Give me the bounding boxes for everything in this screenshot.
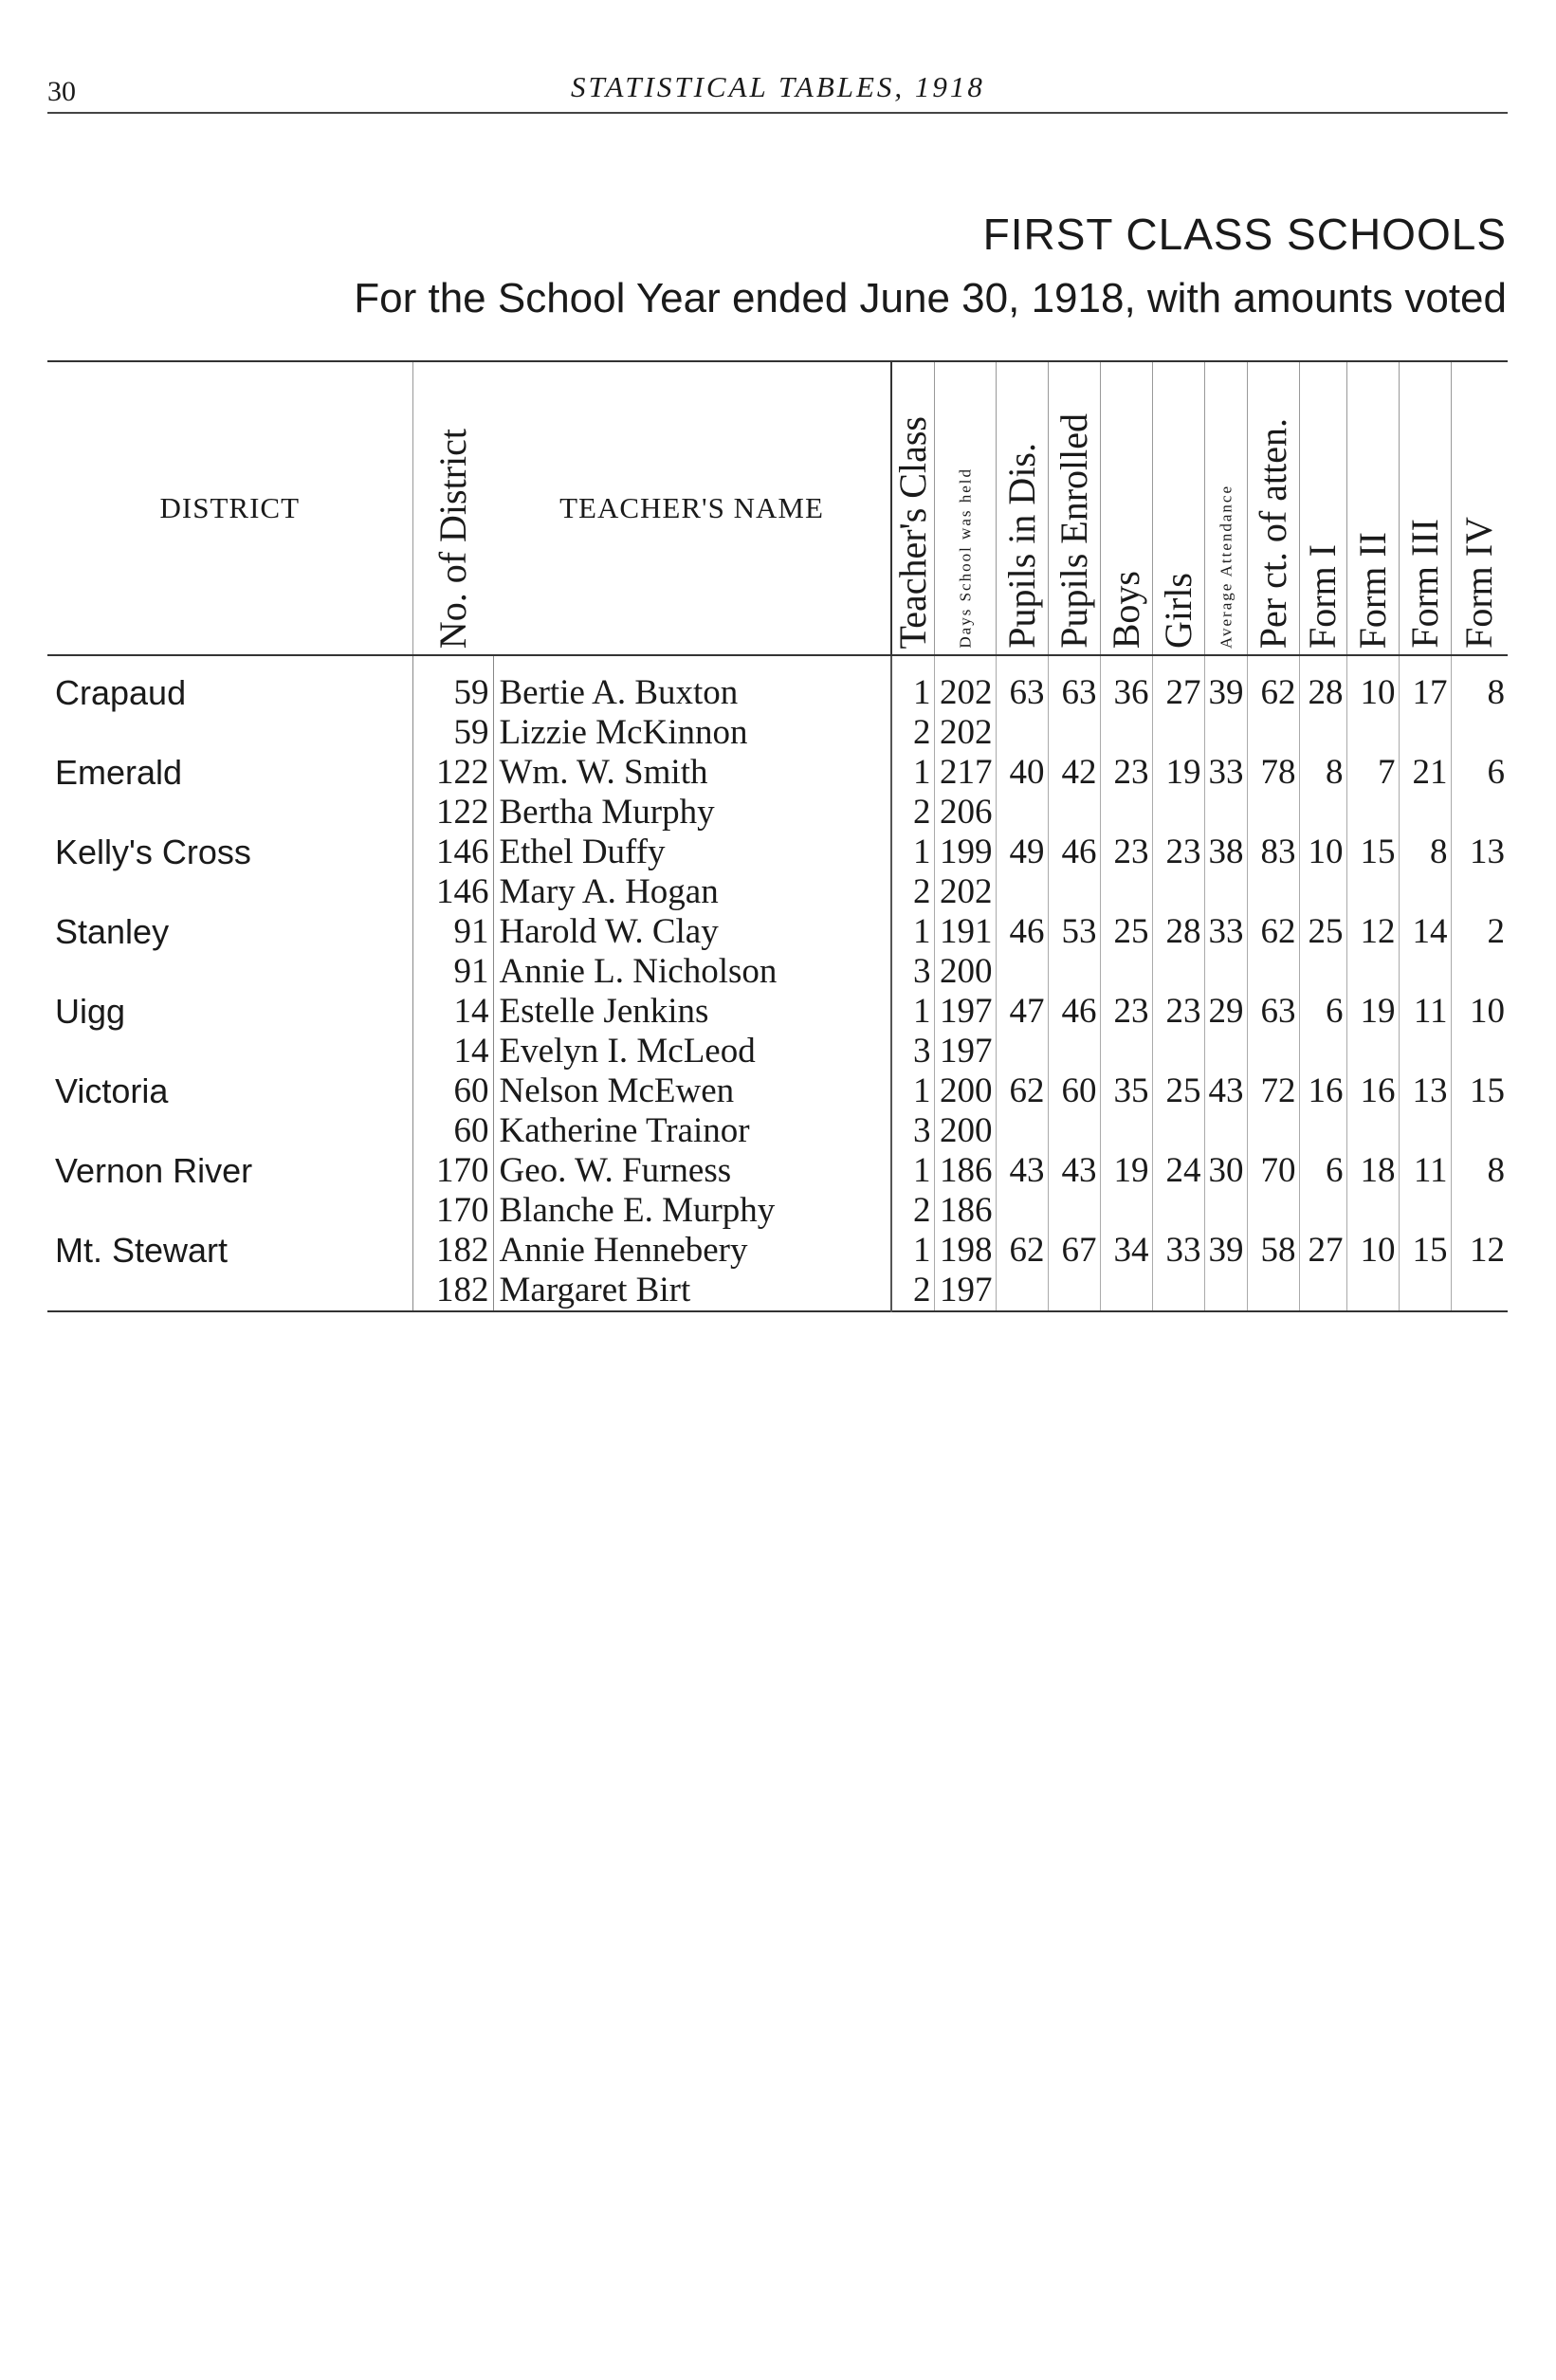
pupils-in-dis-cell <box>996 952 1048 992</box>
days-held-cell: 186 <box>934 1151 996 1191</box>
pupils-enrolled-cell <box>1048 1032 1100 1071</box>
boys-cell <box>1100 1111 1152 1151</box>
pupils-in-dis-cell <box>996 793 1048 833</box>
district-no-cell: 170 <box>412 1191 493 1231</box>
boys-cell: 23 <box>1100 992 1152 1032</box>
column-header-pupils-enrolled <box>1048 361 1100 655</box>
district-cell <box>47 1191 412 1231</box>
teacher-name-cell: Geo. W. Furness <box>499 1151 732 1190</box>
per-cent-attendance-cell <box>1247 793 1299 833</box>
days-held-cell: 202 <box>934 655 996 713</box>
page-title: FIRST CLASS SCHOOLS <box>982 210 1507 259</box>
average-attendance-cell: 33 <box>1204 912 1247 952</box>
form-3-cell <box>1399 1111 1451 1151</box>
form-2-cell: 10 <box>1346 1231 1399 1271</box>
form-3-cell: 14 <box>1399 912 1451 952</box>
table-row <box>47 753 1508 793</box>
boys-cell: 23 <box>1100 833 1152 872</box>
days-held-cell: 198 <box>934 1231 996 1271</box>
teacher-name-cell: Bertie A. Buxton <box>499 673 739 712</box>
pupils-enrolled-cell <box>1048 1271 1100 1311</box>
form-1-cell: 8 <box>1299 753 1346 793</box>
form-4-cell <box>1451 793 1508 833</box>
district-no-cell: 59 <box>412 713 493 753</box>
column-header-district: DISTRICT <box>47 361 412 655</box>
days-held-cell: 202 <box>934 713 996 753</box>
teacher-name-cell: Estelle Jenkins <box>499 992 709 1031</box>
boys-cell <box>1100 1191 1152 1231</box>
girls-cell <box>1152 1111 1204 1151</box>
days-held-cell: 202 <box>934 872 996 912</box>
form-4-cell <box>1451 1271 1508 1311</box>
form-1-cell <box>1299 1271 1346 1311</box>
pupils-in-dis-cell <box>996 872 1048 912</box>
pupils-enrolled-cell <box>1048 793 1100 833</box>
per-cent-attendance-cell <box>1247 952 1299 992</box>
form-2-cell <box>1346 1111 1399 1151</box>
table-row <box>47 1071 1508 1111</box>
average-attendance-cell: 30 <box>1204 1151 1247 1191</box>
form-1-cell <box>1299 713 1346 753</box>
pupils-in-dis-cell <box>996 1111 1048 1151</box>
girls-cell: 27 <box>1152 655 1204 713</box>
column-header-pupils-in-dis-label: Pupils in Dis. <box>999 443 1043 649</box>
column-header-teacher-name: TEACHER'S NAME <box>493 361 891 655</box>
form-2-cell: 10 <box>1346 655 1399 713</box>
table-row <box>47 833 1508 872</box>
form-3-cell <box>1399 952 1451 992</box>
form-3-cell: 21 <box>1399 753 1451 793</box>
days-held-cell: 191 <box>934 912 996 952</box>
days-held-cell: 206 <box>934 793 996 833</box>
teacher-name-cell: Bertha Murphy <box>499 793 715 832</box>
boys-cell <box>1100 872 1152 912</box>
form-4-cell <box>1451 872 1508 912</box>
form-3-cell <box>1399 1271 1451 1311</box>
girls-cell <box>1152 713 1204 753</box>
column-header-form-4 <box>1451 361 1508 655</box>
district-cell: Victoria <box>55 1071 169 1110</box>
district-cell: Mt. Stewart <box>55 1231 229 1270</box>
form-3-cell: 13 <box>1399 1071 1451 1111</box>
form-4-cell: 8 <box>1451 655 1508 713</box>
schools-table <box>47 360 1508 1312</box>
teacher-name-cell: Katherine Trainor <box>499 1111 750 1150</box>
teacher-class-cell: 1 <box>891 655 934 713</box>
form-2-cell <box>1346 713 1399 753</box>
teacher-name-cell: Nelson McEwen <box>499 1071 735 1110</box>
pupils-enrolled-cell <box>1048 872 1100 912</box>
table-row <box>47 1111 1508 1151</box>
days-held-cell: 197 <box>934 1032 996 1071</box>
district-no-cell: 146 <box>412 872 493 912</box>
pupils-enrolled-cell <box>1048 713 1100 753</box>
table-row <box>47 793 1508 833</box>
column-header-form-3-label: Form III <box>1402 519 1446 649</box>
table-body <box>47 655 1508 1311</box>
district-cell <box>47 713 412 753</box>
teacher-class-cell: 2 <box>891 793 934 833</box>
teacher-class-cell: 1 <box>891 1231 934 1271</box>
pupils-enrolled-cell: 46 <box>1048 833 1100 872</box>
pupils-enrolled-cell: 67 <box>1048 1231 1100 1271</box>
boys-cell <box>1100 1271 1152 1311</box>
days-held-cell: 186 <box>934 1191 996 1231</box>
column-header-per-cent-attendance <box>1247 361 1299 655</box>
average-attendance-cell: 33 <box>1204 753 1247 793</box>
teacher-name-cell: Blanche E. Murphy <box>499 1191 776 1230</box>
average-attendance-cell <box>1204 713 1247 753</box>
district-cell <box>47 793 412 833</box>
days-held-cell: 200 <box>934 1111 996 1151</box>
column-header-average-attendance <box>1204 361 1247 655</box>
district-cell <box>47 872 412 912</box>
average-attendance-cell <box>1204 1111 1247 1151</box>
page-number: 30 <box>47 76 76 107</box>
column-header-girls <box>1152 361 1204 655</box>
average-attendance-cell <box>1204 1032 1247 1071</box>
per-cent-attendance-cell: 62 <box>1247 912 1299 952</box>
district-cell: Emerald <box>55 753 183 792</box>
table-row <box>47 1151 1508 1191</box>
form-4-cell <box>1451 952 1508 992</box>
boys-cell: 36 <box>1100 655 1152 713</box>
form-1-cell <box>1299 793 1346 833</box>
district-no-cell: 182 <box>412 1231 493 1271</box>
form-2-cell <box>1346 872 1399 912</box>
teacher-class-cell: 3 <box>891 1111 934 1151</box>
form-1-cell <box>1299 872 1346 912</box>
per-cent-attendance-cell <box>1247 872 1299 912</box>
district-cell: Kelly's Cross <box>55 833 251 871</box>
per-cent-attendance-cell <box>1247 1032 1299 1071</box>
form-3-cell <box>1399 872 1451 912</box>
district-cell: Stanley <box>55 912 170 951</box>
table-header-row <box>47 361 1508 655</box>
table-row <box>47 912 1508 952</box>
teacher-name-cell: Margaret Birt <box>499 1271 691 1309</box>
column-header-teacher-class-label: Teacher's Class <box>890 415 934 649</box>
average-attendance-cell: 38 <box>1204 833 1247 872</box>
average-attendance-cell <box>1204 872 1247 912</box>
column-header-average-attendance-label: Average Attendance <box>1217 484 1235 649</box>
form-1-cell: 25 <box>1299 912 1346 952</box>
form-3-cell <box>1399 713 1451 753</box>
per-cent-attendance-cell: 62 <box>1247 655 1299 713</box>
column-header-district-no-label: No. of District <box>430 428 474 649</box>
teacher-name-cell: Evelyn I. McLeod <box>499 1032 756 1071</box>
form-4-cell <box>1451 1111 1508 1151</box>
average-attendance-cell: 39 <box>1204 655 1247 713</box>
days-held-cell: 200 <box>934 1071 996 1111</box>
boys-cell: 35 <box>1100 1071 1152 1111</box>
pupils-in-dis-cell: 46 <box>996 912 1048 952</box>
pupils-in-dis-cell: 43 <box>996 1151 1048 1191</box>
teacher-class-cell: 2 <box>891 1271 934 1311</box>
district-cell <box>47 1111 412 1151</box>
form-1-cell: 6 <box>1299 1151 1346 1191</box>
form-1-cell <box>1299 1032 1346 1071</box>
teacher-class-cell: 1 <box>891 833 934 872</box>
district-no-cell: 122 <box>412 793 493 833</box>
girls-cell <box>1152 952 1204 992</box>
average-attendance-cell <box>1204 1191 1247 1231</box>
average-attendance-cell: 43 <box>1204 1071 1247 1111</box>
average-attendance-cell <box>1204 793 1247 833</box>
form-4-cell: 2 <box>1451 912 1508 952</box>
pupils-in-dis-cell: 49 <box>996 833 1048 872</box>
column-header-form-3 <box>1399 361 1451 655</box>
pupils-in-dis-cell <box>996 1191 1048 1231</box>
days-held-cell: 199 <box>934 833 996 872</box>
pupils-in-dis-cell <box>996 713 1048 753</box>
girls-cell <box>1152 1271 1204 1311</box>
column-header-pupils-enrolled-label: Pupils Enrolled <box>1052 413 1095 649</box>
per-cent-attendance-cell: 72 <box>1247 1071 1299 1111</box>
boys-cell <box>1100 1032 1152 1071</box>
column-header-form-2 <box>1346 361 1399 655</box>
district-cell <box>47 1032 412 1071</box>
form-4-cell <box>1451 1032 1508 1071</box>
teacher-name-cell: Lizzie McKinnon <box>499 713 748 752</box>
table-row <box>47 952 1508 992</box>
girls-cell: 25 <box>1152 1071 1204 1111</box>
girls-cell: 19 <box>1152 753 1204 793</box>
teacher-name-cell: Ethel Duffy <box>499 833 666 871</box>
teacher-class-cell: 1 <box>891 1071 934 1111</box>
days-held-cell: 197 <box>934 1271 996 1311</box>
per-cent-attendance-cell <box>1247 1111 1299 1151</box>
average-attendance-cell: 29 <box>1204 992 1247 1032</box>
district-no-cell: 170 <box>412 1151 493 1191</box>
average-attendance-cell: 39 <box>1204 1231 1247 1271</box>
table-row <box>47 713 1508 753</box>
pupils-in-dis-cell: 62 <box>996 1071 1048 1111</box>
pupils-in-dis-cell <box>996 1032 1048 1071</box>
form-1-cell <box>1299 952 1346 992</box>
column-header-days-held-label: Days School was held <box>956 467 974 649</box>
girls-cell: 28 <box>1152 912 1204 952</box>
pupils-enrolled-cell <box>1048 952 1100 992</box>
table-row <box>47 655 1508 713</box>
table-row <box>47 992 1508 1032</box>
form-2-cell <box>1346 1271 1399 1311</box>
per-cent-attendance-cell <box>1247 713 1299 753</box>
form-4-cell: 13 <box>1451 833 1508 872</box>
pupils-in-dis-cell: 47 <box>996 992 1048 1032</box>
form-2-cell <box>1346 952 1399 992</box>
boys-cell: 34 <box>1100 1231 1152 1271</box>
form-4-cell <box>1451 1191 1508 1231</box>
form-4-cell <box>1451 713 1508 753</box>
form-3-cell <box>1399 1032 1451 1071</box>
form-2-cell <box>1346 793 1399 833</box>
form-3-cell: 15 <box>1399 1231 1451 1271</box>
form-1-cell: 16 <box>1299 1071 1346 1111</box>
form-3-cell <box>1399 1191 1451 1231</box>
teacher-class-cell: 2 <box>891 713 934 753</box>
column-header-per-cent-attendance-label: Per ct. of atten. <box>1251 417 1294 649</box>
form-2-cell: 7 <box>1346 753 1399 793</box>
column-header-form-4-label: Form IV <box>1457 517 1501 649</box>
district-no-cell: 122 <box>412 753 493 793</box>
column-header-days-held <box>934 361 996 655</box>
per-cent-attendance-cell: 78 <box>1247 753 1299 793</box>
form-2-cell: 19 <box>1346 992 1399 1032</box>
form-4-cell: 12 <box>1451 1231 1508 1271</box>
girls-cell <box>1152 793 1204 833</box>
column-header-girls-label: Girls <box>1156 573 1199 649</box>
form-2-cell: 12 <box>1346 912 1399 952</box>
per-cent-attendance-cell: 70 <box>1247 1151 1299 1191</box>
teacher-name-cell: Wm. W. Smith <box>499 753 708 792</box>
form-3-cell: 11 <box>1399 992 1451 1032</box>
form-4-cell: 15 <box>1451 1071 1508 1111</box>
teacher-class-cell: 3 <box>891 1032 934 1071</box>
form-2-cell <box>1346 1032 1399 1071</box>
column-header-boys-label: Boys <box>1104 570 1147 649</box>
district-cell: Crapaud <box>55 673 187 712</box>
form-1-cell: 10 <box>1299 833 1346 872</box>
teacher-class-cell: 1 <box>891 992 934 1032</box>
form-3-cell: 17 <box>1399 655 1451 713</box>
district-no-cell: 91 <box>412 952 493 992</box>
district-no-cell: 14 <box>412 1032 493 1071</box>
boys-cell: 23 <box>1100 753 1152 793</box>
district-cell <box>47 952 412 992</box>
district-no-cell: 182 <box>412 1271 493 1311</box>
per-cent-attendance-cell: 58 <box>1247 1231 1299 1271</box>
table-row <box>47 1271 1508 1311</box>
column-header-pupils-in-dis <box>996 361 1048 655</box>
running-head: STATISTICAL TABLES, 1918 <box>571 70 985 103</box>
teacher-name-cell: Annie Hennebery <box>499 1231 748 1270</box>
form-1-cell: 27 <box>1299 1231 1346 1271</box>
form-1-cell <box>1299 1191 1346 1231</box>
form-1-cell: 6 <box>1299 992 1346 1032</box>
girls-cell: 24 <box>1152 1151 1204 1191</box>
district-no-cell: 14 <box>412 992 493 1032</box>
teacher-class-cell: 1 <box>891 1151 934 1191</box>
pupils-enrolled-cell <box>1048 1191 1100 1231</box>
pupils-in-dis-cell: 62 <box>996 1231 1048 1271</box>
teacher-class-cell: 1 <box>891 912 934 952</box>
district-no-cell: 60 <box>412 1111 493 1151</box>
teacher-class-cell: 2 <box>891 872 934 912</box>
pupils-enrolled-cell: 60 <box>1048 1071 1100 1111</box>
boys-cell <box>1100 952 1152 992</box>
days-held-cell: 197 <box>934 992 996 1032</box>
teacher-class-cell: 3 <box>891 952 934 992</box>
district-no-cell: 146 <box>412 833 493 872</box>
girls-cell <box>1152 1032 1204 1071</box>
column-header-boys <box>1100 361 1152 655</box>
column-header-form-2-label: Form II <box>1350 531 1394 649</box>
per-cent-attendance-cell <box>1247 1271 1299 1311</box>
form-1-cell <box>1299 1111 1346 1151</box>
pupils-enrolled-cell: 42 <box>1048 753 1100 793</box>
form-1-cell: 28 <box>1299 655 1346 713</box>
district-no-cell: 59 <box>412 655 493 713</box>
average-attendance-cell <box>1204 1271 1247 1311</box>
per-cent-attendance-cell: 83 <box>1247 833 1299 872</box>
district-no-cell: 60 <box>412 1071 493 1111</box>
teacher-name-cell: Annie L. Nicholson <box>499 952 778 991</box>
teacher-name-cell: Harold W. Clay <box>499 912 719 951</box>
pupils-enrolled-cell <box>1048 1111 1100 1151</box>
form-4-cell: 6 <box>1451 753 1508 793</box>
teacher-class-cell: 1 <box>891 753 934 793</box>
boys-cell: 25 <box>1100 912 1152 952</box>
boys-cell <box>1100 793 1152 833</box>
girls-cell <box>1152 872 1204 912</box>
girls-cell: 23 <box>1152 833 1204 872</box>
form-2-cell: 16 <box>1346 1071 1399 1111</box>
form-2-cell: 15 <box>1346 833 1399 872</box>
form-4-cell: 8 <box>1451 1151 1508 1191</box>
per-cent-attendance-cell <box>1247 1191 1299 1231</box>
form-2-cell <box>1346 1191 1399 1231</box>
girls-cell <box>1152 1191 1204 1231</box>
column-header-district-no <box>412 361 493 655</box>
pupils-in-dis-cell <box>996 1271 1048 1311</box>
pupils-enrolled-cell: 53 <box>1048 912 1100 952</box>
column-header-teacher-class <box>891 361 934 655</box>
pupils-enrolled-cell: 63 <box>1048 655 1100 713</box>
boys-cell <box>1100 713 1152 753</box>
page-subtitle: For the School Year ended June 30, 1918, with amounts voted <box>354 275 1507 321</box>
district-cell: Vernon River <box>55 1151 253 1190</box>
column-header-form-1 <box>1299 361 1346 655</box>
form-3-cell: 8 <box>1399 833 1451 872</box>
days-held-cell: 200 <box>934 952 996 992</box>
days-held-cell: 217 <box>934 753 996 793</box>
pupils-in-dis-cell: 40 <box>996 753 1048 793</box>
girls-cell: 23 <box>1152 992 1204 1032</box>
form-3-cell <box>1399 793 1451 833</box>
table-row <box>47 1032 1508 1071</box>
form-2-cell: 18 <box>1346 1151 1399 1191</box>
girls-cell: 33 <box>1152 1231 1204 1271</box>
column-header-form-1-label: Form I <box>1301 544 1344 649</box>
form-4-cell: 10 <box>1451 992 1508 1032</box>
district-no-cell: 91 <box>412 912 493 952</box>
district-cell <box>47 1271 412 1311</box>
pupils-enrolled-cell: 46 <box>1048 992 1100 1032</box>
per-cent-attendance-cell: 63 <box>1247 992 1299 1032</box>
form-3-cell: 11 <box>1399 1151 1451 1191</box>
table-row <box>47 1191 1508 1231</box>
teacher-class-cell: 2 <box>891 1191 934 1231</box>
pupils-enrolled-cell: 43 <box>1048 1151 1100 1191</box>
pupils-in-dis-cell: 63 <box>996 655 1048 713</box>
table-row <box>47 872 1508 912</box>
average-attendance-cell <box>1204 952 1247 992</box>
table-row <box>47 1231 1508 1271</box>
district-cell: Uigg <box>55 992 126 1031</box>
teacher-name-cell: Mary A. Hogan <box>499 872 719 911</box>
boys-cell: 19 <box>1100 1151 1152 1191</box>
header-rule <box>47 112 1508 114</box>
